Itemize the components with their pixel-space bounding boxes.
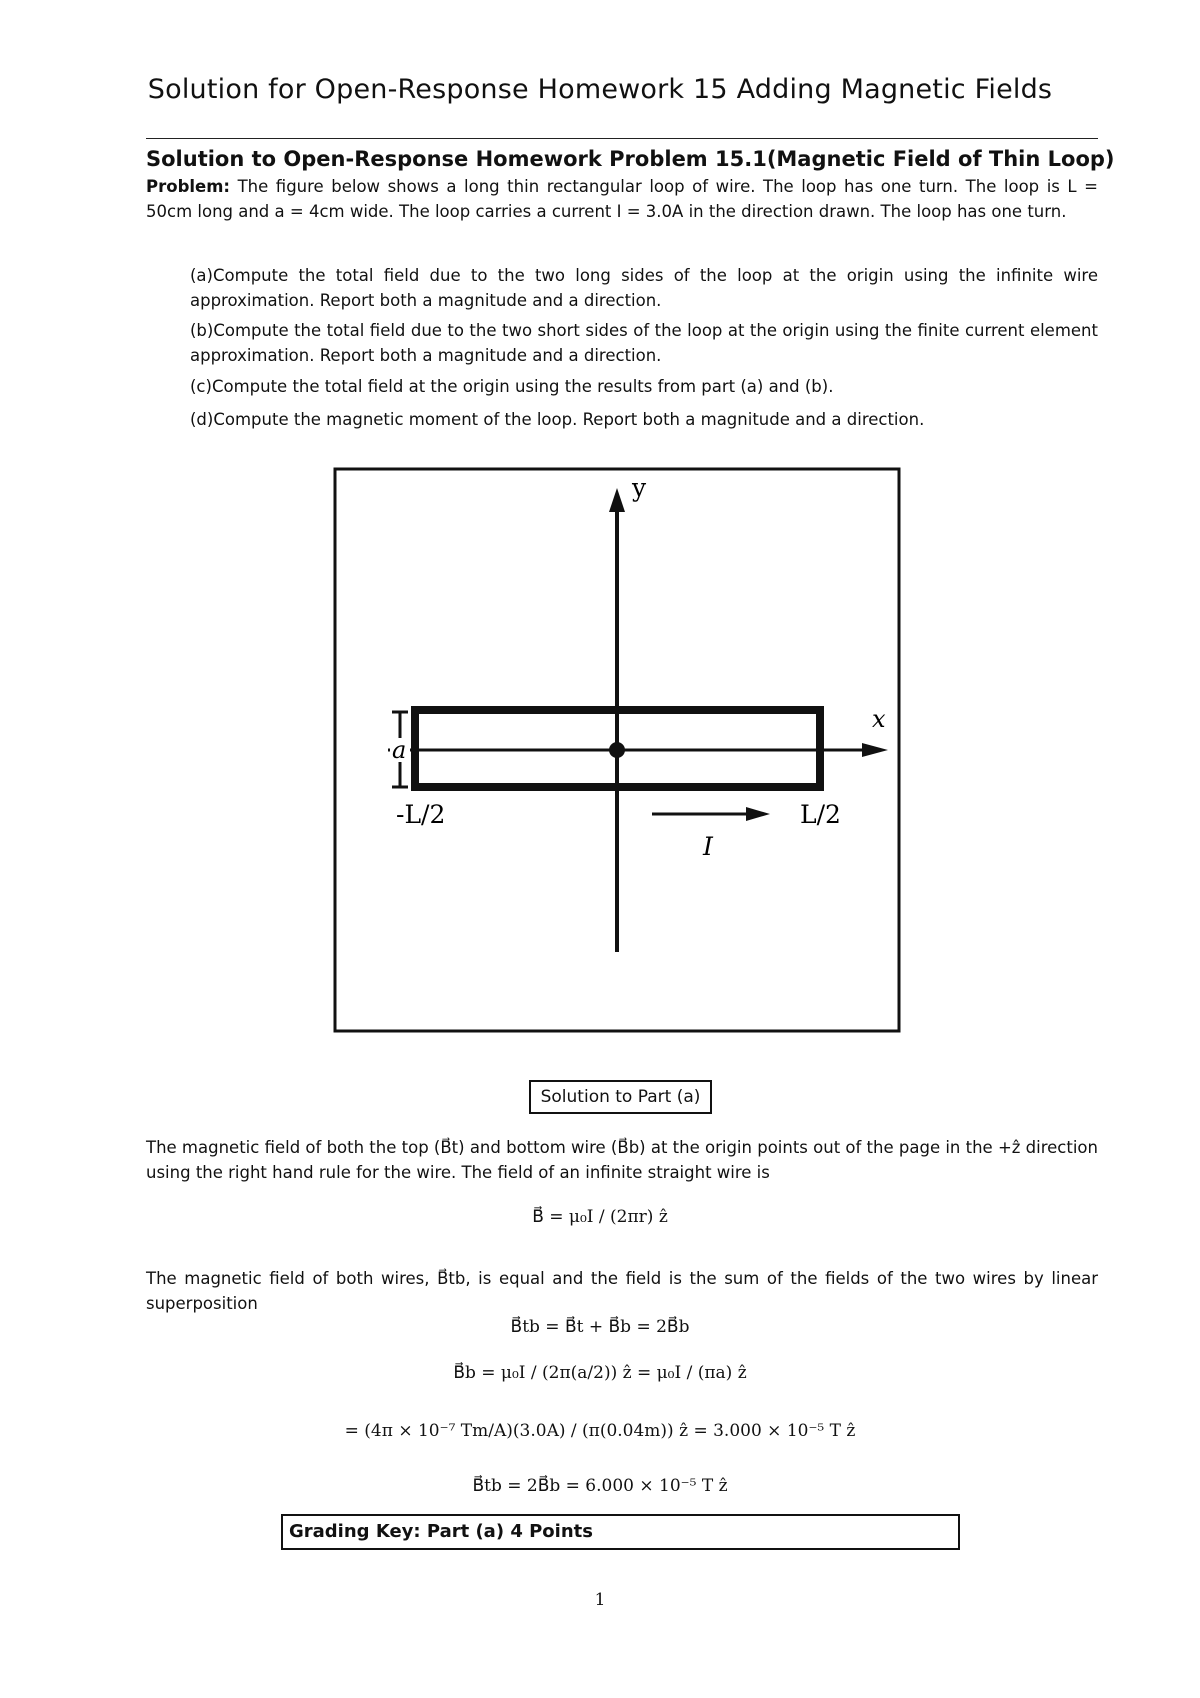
width-label: a (392, 736, 407, 764)
y-axis-label: y (632, 473, 647, 502)
part-label: (a) (190, 266, 213, 285)
right-end-label: L/2 (800, 800, 841, 829)
x-axis-arrowhead (862, 743, 888, 757)
x-axis-label: x (872, 705, 886, 733)
solution-paragraph-2: The magnetic field of both wires, B⃗tb, is equal and the field is the sum of the fields of the two wires by linear superposition (146, 1269, 1098, 1313)
equation-superposition: B⃗tb = B⃗t + B⃗b = 2B⃗b (510, 1317, 690, 1337)
current-label: I (703, 832, 713, 861)
part-label: (d) (190, 410, 214, 429)
part-label: (c) (190, 377, 212, 396)
section-heading: Solution to Open-Response Homework Problem 15.1(Magnetic Field of Thin Loop) (146, 147, 1115, 171)
page-number: 1 (594, 1590, 606, 1610)
grading-key-box: Grading Key: Part (a) 4 Points (281, 1514, 960, 1550)
origin-dot (609, 742, 625, 758)
solution-paragraph-1: The magnetic field of both the top (B⃗t) and bottom wire (B⃗b) at the origin points out of the page in the +ẑ direction using the right hand rule for the wire. The field of an infinite straight wire is (146, 1138, 1098, 1182)
left-end-label: -L/2 (396, 800, 446, 829)
equation-bottom-wire: B⃗b = μ₀I / (2π(a/2)) ẑ = μ₀I / (πa) ẑ (453, 1363, 747, 1383)
equation-total: B⃗tb = 2B⃗b = 6.000 × 10⁻⁵ T ẑ (472, 1476, 728, 1496)
equation-numeric: = (4π × 10⁻⁷ Tm/A)(3.0A) / (π(0.04m)) ẑ = 3.000 × 10⁻⁵ T ẑ (344, 1421, 856, 1441)
y-axis-arrowhead (609, 488, 625, 512)
problem-text: The figure below shows a long thin rectangular loop of wire. The loop has one turn. The loop is L = 50cm long and a = 4cm wide. The loop carries a current I = 3.0A in the direction drawn. The loop has one turn. (146, 177, 1098, 221)
solution-part-a-box: Solution to Part (a) (529, 1080, 712, 1114)
part-text: Compute the total field at the origin using the results from part (a) and (b). (211, 377, 834, 396)
part-text: Compute the magnetic moment of the loop. Report both a magnitude and a direction. (213, 410, 925, 429)
part-text: Compute the total field due to the two long sides of the loop at the origin using the infinite wire approximation. Report both a magnitude and a direction. (190, 266, 1098, 310)
part-text: Compute the total field due to the two short sides of the loop at the origin using the finite current element approximation. Report both a magnitude and a direction. (190, 321, 1098, 365)
part-label: (b) (190, 321, 214, 340)
page-title: Solution for Open-Response Homework 15 Adding Magnetic Fields (147, 74, 1053, 105)
current-arrowhead (746, 807, 770, 821)
problem-label: Problem: (146, 177, 231, 196)
equation-infinite-wire: B⃗ = μ₀I / (2πr) ẑ (532, 1207, 668, 1227)
